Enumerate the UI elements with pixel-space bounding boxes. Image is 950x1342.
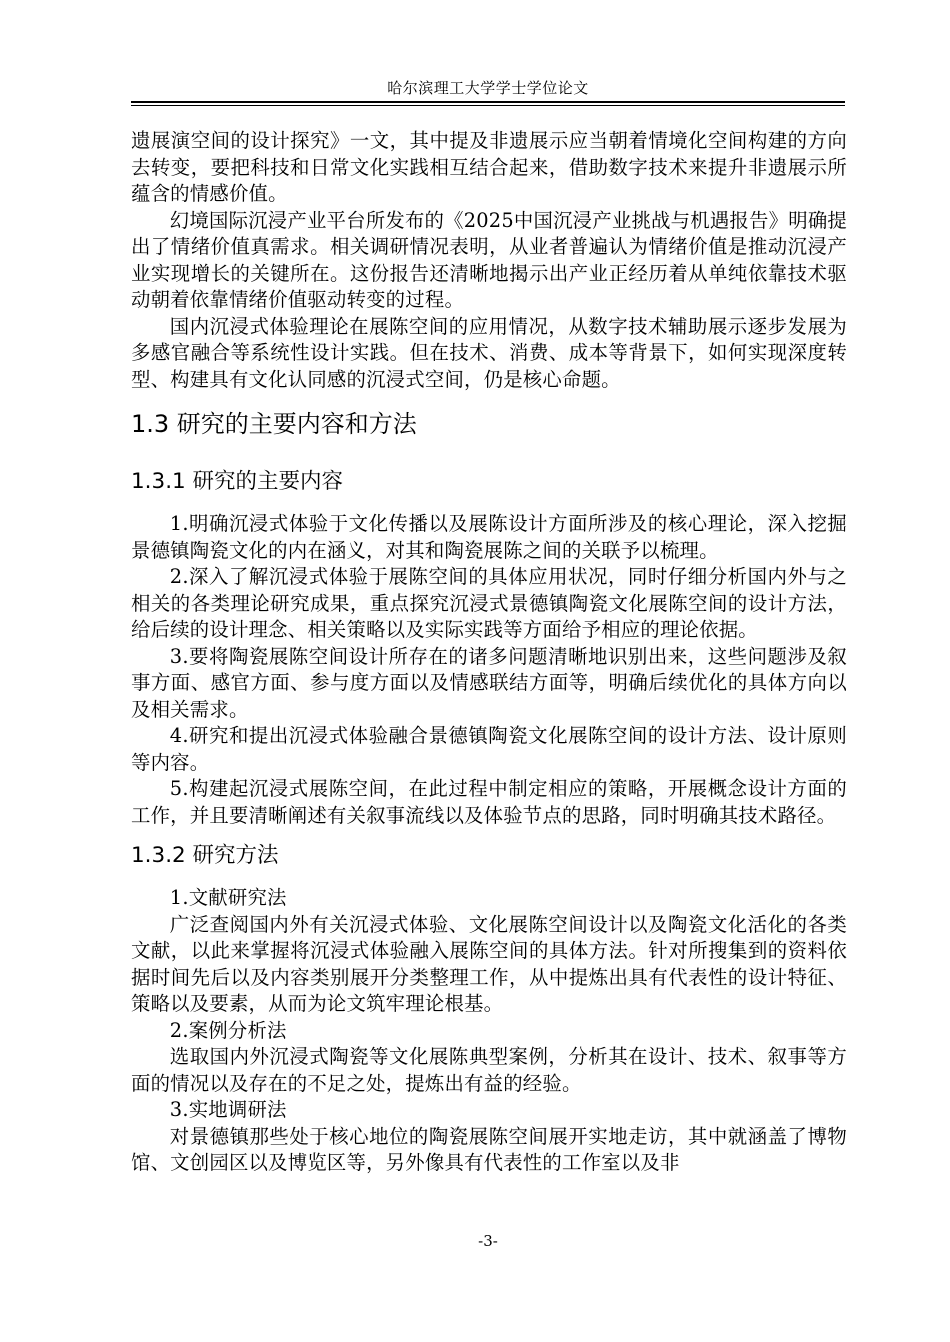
section-heading-1-3: 1.3 研究的主要内容和方法: [131, 410, 417, 438]
method-body-case-study: 选取国内外沉浸式陶瓷等文化展陈典型案例，分析其在设计、技术、叙事等方面的情况以及存在的不足之处，提炼出有益的经验。: [131, 1045, 847, 1095]
paragraph-domestic-theory: 国内沉浸式体验理论在展陈空间的应用情况，从数字技术辅助展示逐步发展为多感官融合等系统性设计实践。但在技术、消费、成本等背景下，如何实现深度转型、构建具有文化认同感的沉浸式空间，仍是核心命题。: [131, 314, 847, 391]
method-body-field-research: 对景德镇那些处于核心地位的陶瓷展陈空间展开实地走访，其中就涵盖了博物馆、文创园区以及博览区等，另外像具有代表性的工作室以及非: [131, 1124, 847, 1174]
content-item-3: 3.要将陶瓷展陈空间设计所存在的诸多问题清晰地识别出来，这些问题涉及叙事方面、感官方面、参与度方面以及情感联结方面等，明确后续优化的具体方向以及相关需求。: [131, 644, 847, 721]
method-title-field-research: 3.实地调研法: [169, 1098, 287, 1121]
content-item-1: 1.明确沉浸式体验于文化传播以及展陈设计方面所涉及的核心理论，深入挖掘景德镇陶瓷文化的内在涵义，对其和陶瓷展陈之间的关联予以梳理。: [131, 512, 847, 562]
content-item-5: 5.构建起沉浸式展陈空间，在此过程中制定相应的策略，开展概念设计方面的工作，并且要清晰阐述有关叙事流线以及体验节点的思路，同时明确其技术路径。: [131, 777, 847, 827]
page-number: -3-: [478, 1232, 498, 1250]
method-title-case-study: 2.案例分析法: [169, 1018, 287, 1042]
content-item-2: 2.深入了解沉浸式体验于展陈空间的具体应用状况，同时仔细分析国内外与之相关的各类理论研究成果，重点探究沉浸式景德镇陶瓷文化展陈空间的设计方法，给后续的设计理念、相关策略以及实际实践等方面给予相应的理论依据。: [131, 565, 847, 641]
header-rule-thin: [131, 105, 845, 106]
section-heading-1-3-2: 1.3.2 研究方法: [131, 843, 279, 868]
paragraph-continued: 遗展演空间的设计探究》一文，其中提及非遗展示应当朝着情境化空间构建的方向去转变，要把科技和日常文化实践相互结合起来，借助数字技术来提升非遗展示所蕴含的情感价值。: [131, 129, 847, 205]
method-title-literature: 1.文献研究法: [169, 886, 287, 909]
section-heading-1-3-1: 1.3.1 研究的主要内容: [131, 469, 344, 494]
page-header-title: 哈尔滨理工大学学士学位论文: [387, 79, 589, 97]
paragraph-report: 幻境国际沉浸产业平台所发布的《2025中国沉浸产业挑战与机遇报告》明确提出了情绪价值真需求。相关调研情况表明，从业者普遍认为情绪价值是推动沉浸产业实现增长的关键所在。这份报告还清晰地揭示出产业正经历着从单纯依靠技术驱动朝着依靠情绪价值驱动转变的过程。: [131, 208, 847, 311]
page-body: [131, 128, 847, 1177]
method-body-literature: 广泛查阅国内外有关沉浸式体验、文化展陈空间设计以及陶瓷文化活化的各类文献，以此来掌握将沉浸式体验融入展陈空间的具体方法。针对所搜集到的资料依据时间先后以及内容类别展开分类整理工作，从中提炼出具有代表性的设计特征、策略以及要素，从而为论文筑牢理论根基。: [131, 912, 847, 1015]
header-rule-thick: [131, 101, 845, 103]
content-item-4: 4.研究和提出沉浸式体验融合景德镇陶瓷文化展陈空间的设计方法、设计原则等内容。: [131, 724, 847, 774]
